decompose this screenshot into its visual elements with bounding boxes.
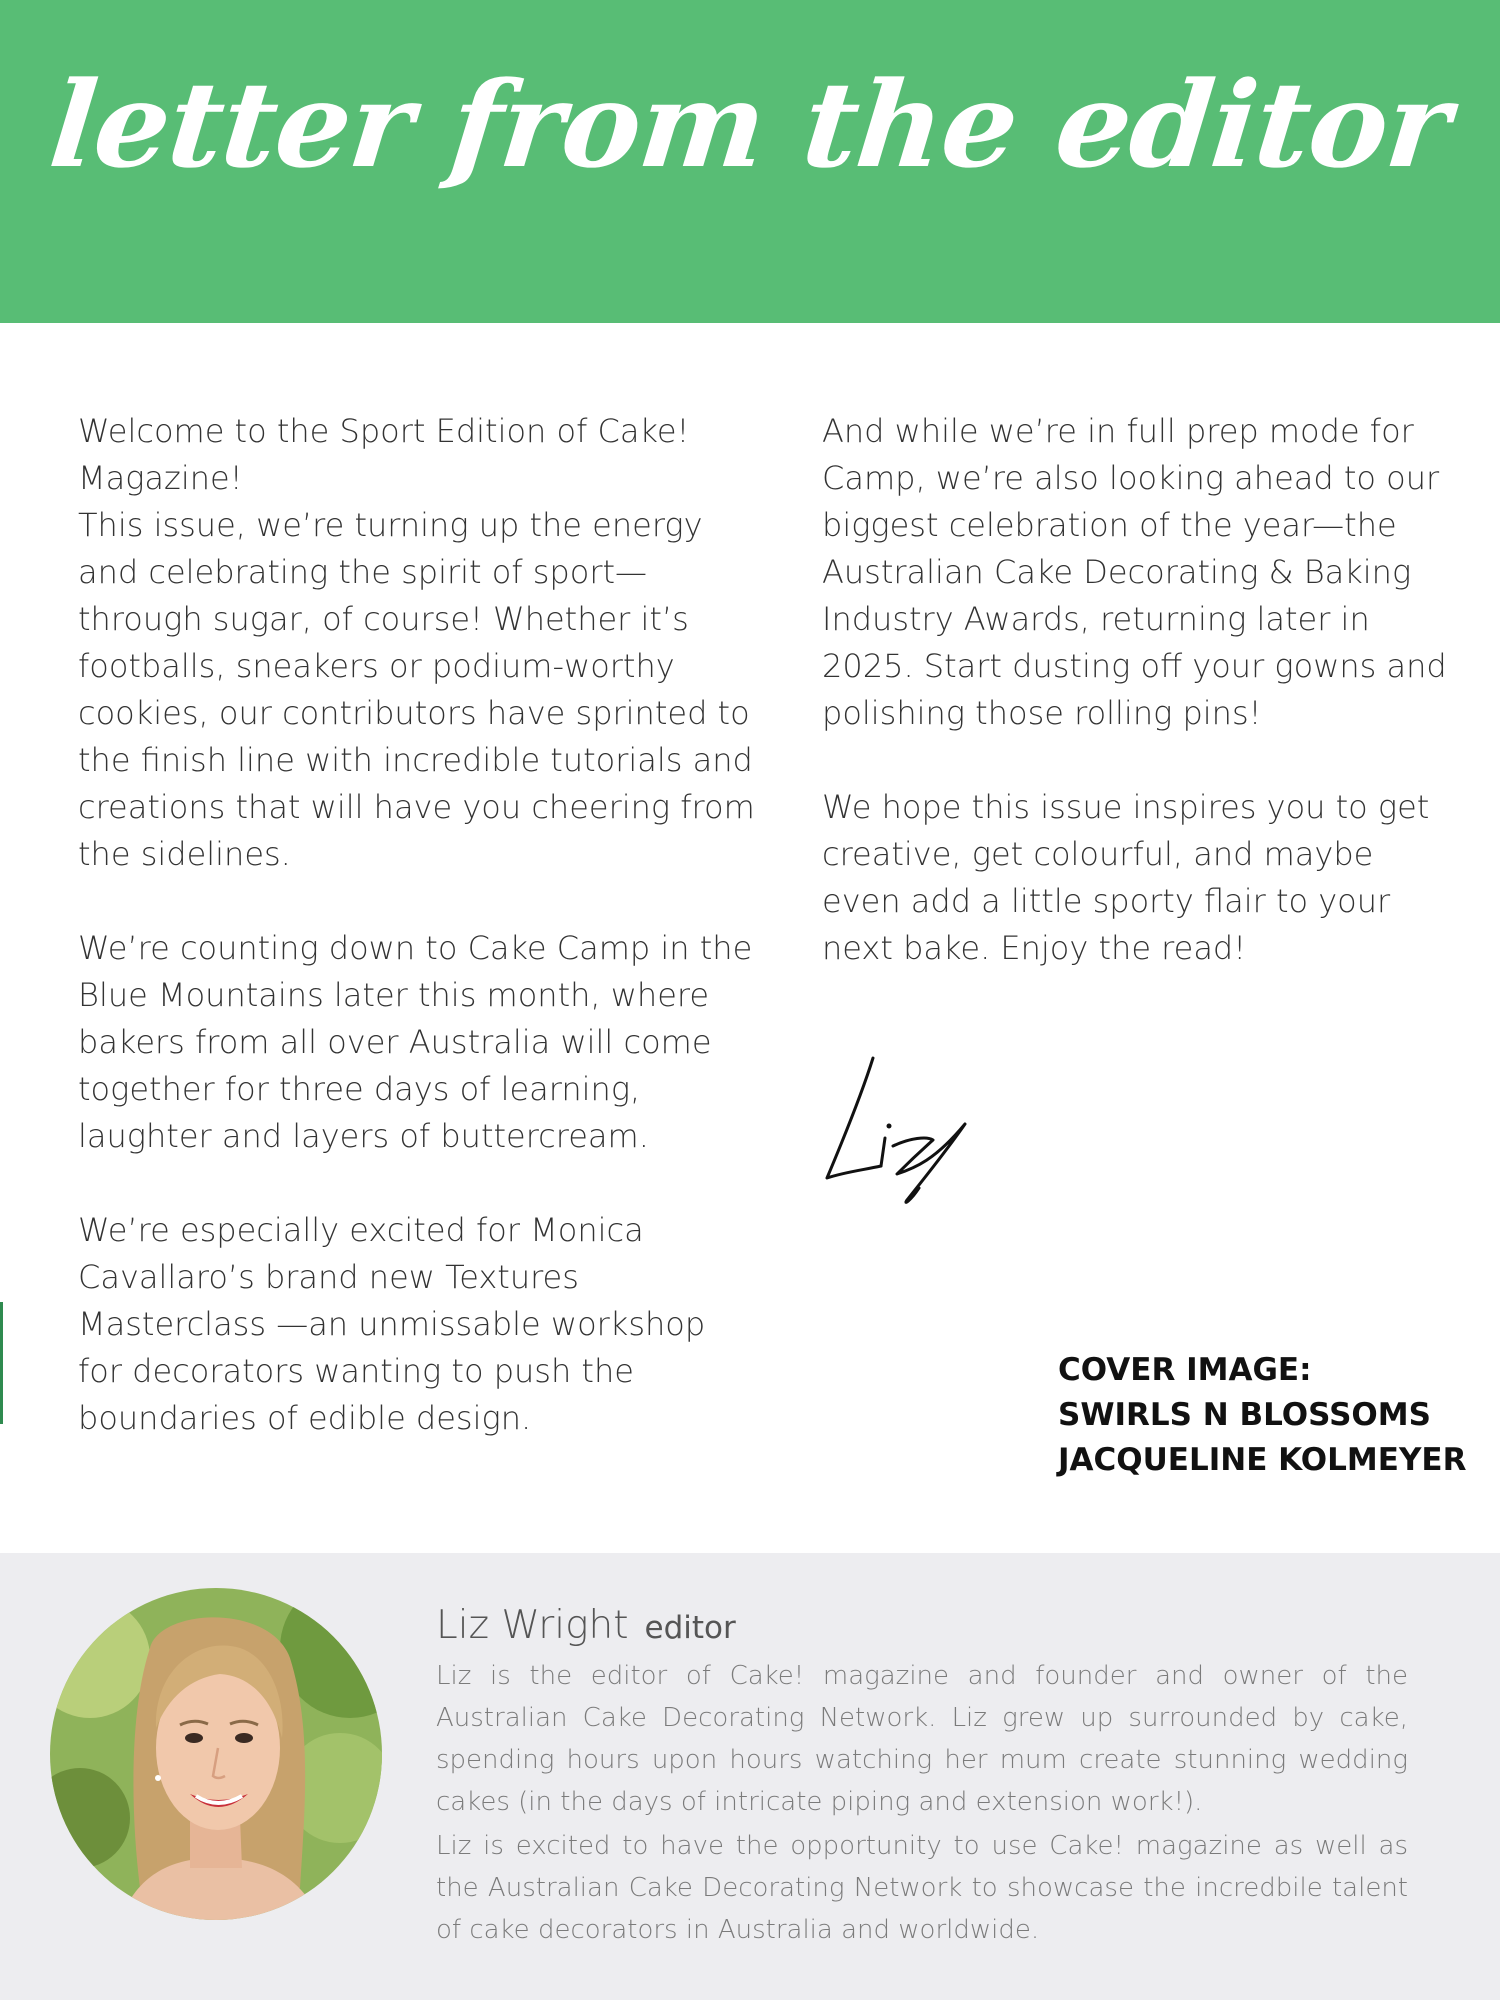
editor-role: editor: [644, 1610, 736, 1646]
page-edge-accent: [0, 1302, 3, 1424]
editor-bio-section: [0, 1553, 1500, 2000]
signature: [815, 1050, 995, 1210]
editor-name: Liz Wright: [436, 1603, 629, 1648]
letter-left-column: [78, 408, 758, 1442]
cover-credit-title: SWIRLS N BLOSSOMS: [1058, 1397, 1431, 1433]
editor-photo: [50, 1588, 382, 1920]
editor-name-line: [436, 1603, 736, 1648]
letter-paragraph: This issue, we’re turning up the energy and celebrating the spirit of sport—through sugar, of course! Whether it’s footballs, sneakers or podium-worthy cookies, our contributors have sprinted to the finish line with incredible tutorials and creations that will have you cheering from the sidelines.: [78, 506, 755, 873]
page-title: letter from the editor: [44, 55, 1456, 194]
bio-paragraph: Liz is excited to have the opportunity to use Cake! magazine as well as the Australian Cake Decorating Network to showcase the incredbile talent of cake decorators in Australia and worldwide.: [436, 1831, 1408, 1945]
cover-credit: [1058, 1348, 1466, 1483]
editor-avatar: [50, 1588, 382, 1920]
letter-paragraph: We hope this issue inspires you to get creative, get colourful, and maybe even add a little sporty flair to your next bake. Enjoy the read!: [822, 788, 1430, 967]
letter-paragraph: Welcome to the Sport Edition of Cake! Magazine!: [78, 412, 690, 497]
cover-credit-label: COVER IMAGE:: [1058, 1352, 1312, 1388]
signature-graphic: [815, 1050, 995, 1210]
letter-right-column: [822, 408, 1462, 972]
header-banner: [0, 0, 1500, 323]
editor-bio-text: [436, 1655, 1408, 1953]
letter-paragraph: We’re especially excited for Monica Cavallaro’s brand new Textures Masterclass —an unmissable workshop for decorators wanting to push the boundaries of edible design.: [78, 1211, 706, 1437]
cover-credit-artist: JACQUELINE KOLMEYER: [1058, 1442, 1467, 1478]
letter-paragraph: We’re counting down to Cake Camp in the Blue Mountains later this month, where bakers from all over Australia will come together for three days of learning, laughter and layers of buttercream.: [78, 929, 753, 1155]
letter-paragraph: And while we’re in full prep mode for Camp, we’re also looking ahead to our biggest celebration of the year—the Australian Cake Decorating & Baking Industry Awards, returning later in 2025. Start dusting off your gowns and polishing those rolling pins!: [822, 412, 1447, 732]
bio-paragraph: Liz is the editor of Cake! magazine and founder and owner of the Australian Cake Decorating Network. Liz grew up surrounded by cake, spending hours upon hours watching her mum create stunning wedding cakes (in the days of intricate piping and extension work!).: [436, 1661, 1408, 1817]
